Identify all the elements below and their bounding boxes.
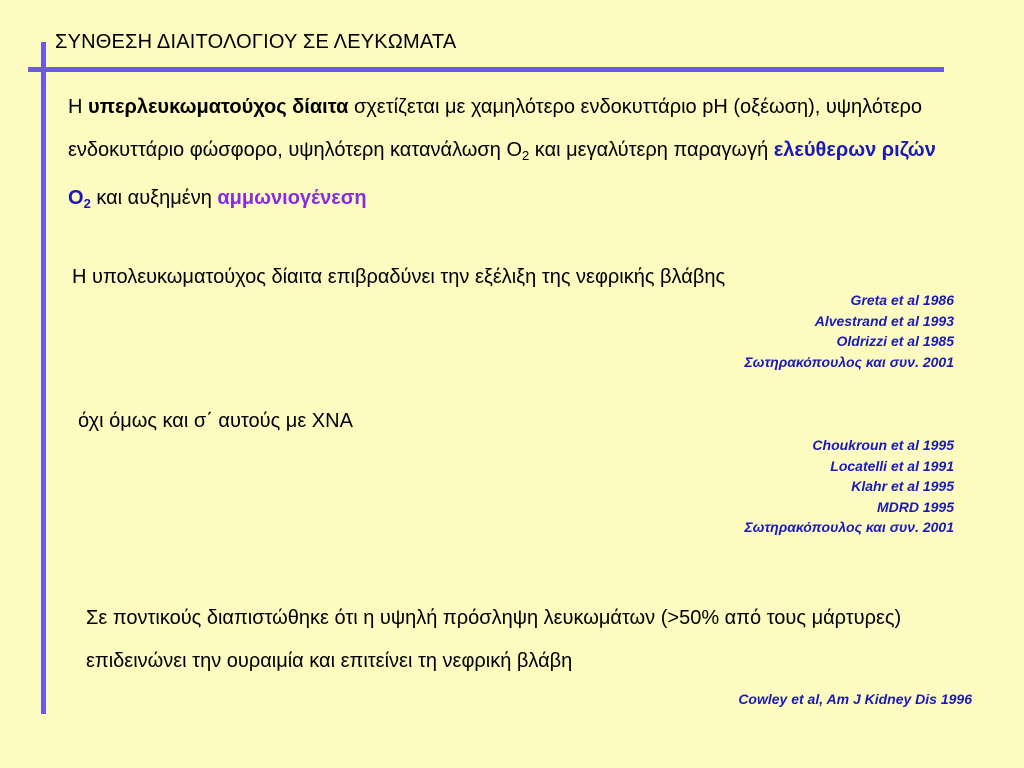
- reference: Oldrizzi et al 1985: [836, 333, 954, 349]
- paragraph-mice-study: Σε ποντικούς διαπιστώθηκε ότι η υψηλή πρόσληψη λευκωμάτων (>50% από τους μάρτυρες) επιδεινώνει την ουραιμία και επιτείνει τη νεφρική βλάβη: [86, 607, 902, 672]
- paragraph-low-protein-diet: Η υπολευκωματούχος δίαιτα επιβραδύνει την εξέλιξη της νεφρικής βλάβης: [72, 266, 726, 288]
- reference: Σωτηρακόπουλος και συν. 2001: [744, 519, 954, 535]
- p1-text-1: Η: [68, 96, 88, 118]
- reference: Alvestrand et al 1993: [814, 312, 954, 329]
- horizontal-rule: [28, 67, 944, 72]
- reference: Locatelli et al 1991: [830, 457, 954, 474]
- p1-text-2: σχετίζεται με χαμηλότερο ενδοκυττάριο pH (οξέωση), υψηλότερο ενδοκυττάριο φώσφορο, υψηλότερη κατανάλωση O: [68, 96, 923, 161]
- p1-text-3: και μεγαλύτερη παραγωγή: [529, 139, 774, 161]
- slide-title: ΣΥΝΘΕΣΗ ΔΙΑΙΤΟΛΟΓΙΟΥ ΣΕ ΛΕΥΚΩΜΑΤΑ: [55, 31, 457, 53]
- reference: Klahr et al 1995: [851, 478, 954, 494]
- paragraph-high-protein-diet: [68, 86, 958, 225]
- paragraph-not-ckd: όχι όμως και σ΄ αυτούς με ΧΝΑ: [78, 410, 353, 432]
- reference-cowley: Cowley et al, Am J Kidney Dis 1996: [738, 691, 972, 707]
- p1-ammoniagenesis: αμμωνιογένεση: [217, 187, 367, 209]
- reference: Choukroun et al 1995: [812, 437, 954, 453]
- p1-subscript-2: 2: [83, 196, 91, 211]
- p1-text-4: και αυξημένη: [90, 187, 218, 209]
- p1-bold-term: υπερλευκωματούχος δίαιτα: [88, 96, 349, 118]
- references-group-1: [745, 290, 955, 372]
- reference: Greta et al 1986: [850, 292, 954, 308]
- p1-subscript-1: 2: [522, 148, 530, 163]
- vertical-rule: [41, 42, 46, 714]
- reference: MDRD 1995: [876, 498, 954, 515]
- references-group-2: [745, 435, 955, 538]
- p1-free-radicals: ελεύθερων ριζών O: [68, 139, 936, 209]
- reference: Σωτηρακόπουλος και συν. 2001: [744, 353, 954, 370]
